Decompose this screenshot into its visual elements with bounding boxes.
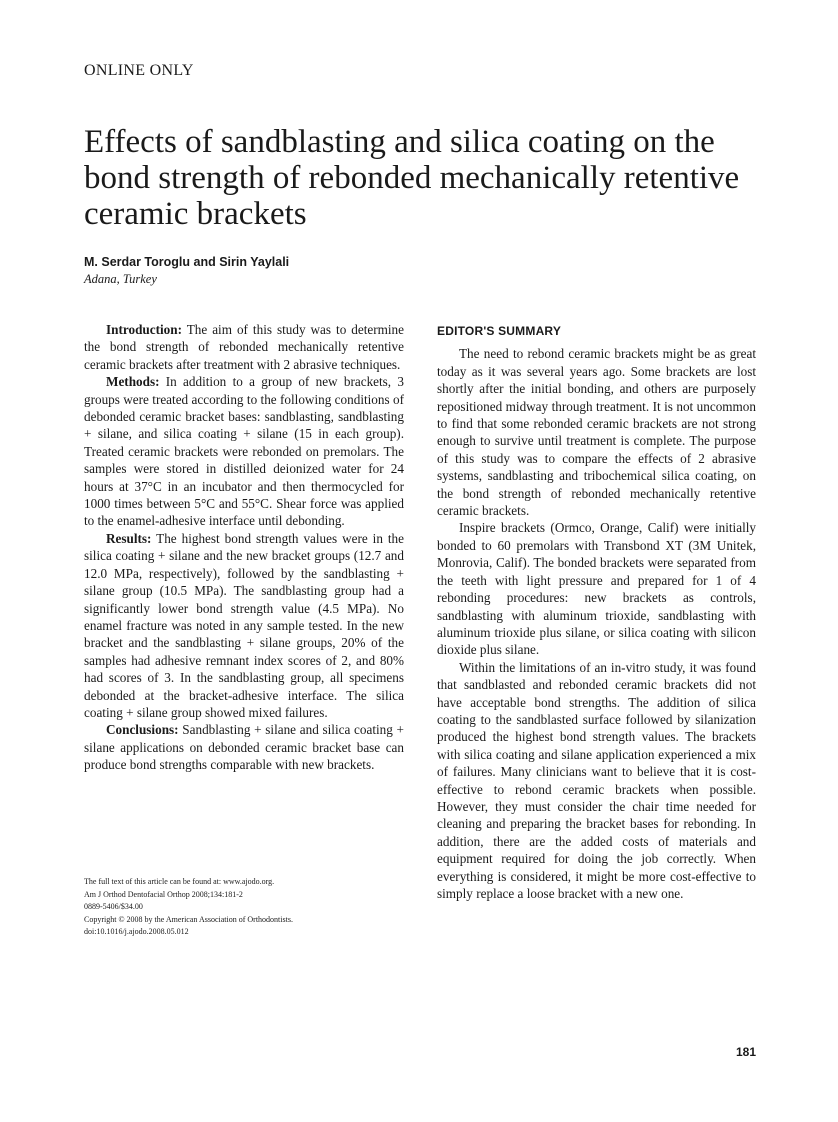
editors-summary-paragraph: The need to rebond ceramic brackets might be as great today as it was several years ago. Some brackets are lost shortly after the initial bonding, and others are purposely repositioned midway through treatment. It is not uncommon to find that some rebonded ceramic brackets are not strong enough to survive until treatment is complete. The purpose of this study was to compare the effects of 2 abrasive systems, sandblasting and tribochemical silica coating, on the bond strength of rebonded mechanically retentive ceramic brackets. xyxy=(437,346,756,519)
article-footnote xyxy=(84,876,414,939)
introduction-text: The aim of this study was to determine the bond strength of rebonded mechanically retentive ceramic brackets after treatment with 2 abrasive techniques. xyxy=(84,322,404,372)
conclusions-text: Sandblasting + silane and silica coating + silane applications on debonded ceramic bracket base can produce bond strengths comparable with new brackets. xyxy=(84,722,404,773)
abstract-results xyxy=(84,530,404,721)
article-title: Effects of sandblasting and silica coating on the bond strength of rebonded mechanically retentive ceramic brackets xyxy=(84,124,740,232)
results-text: The highest bond strength values were in the silica coating + silane and the new bracket groups (12.7 and 12.0 MPa, respectively), followed by the sandblasting + silane group (10.5 MPa). The sandblasting group had a significantly lower bond strength value (4.5 MPa). No enamel fracture was noted in any sample tested. In the new bracket and the sandblasting + silane groups, 20% of the samples had adhesive remnant index scores of 2, and 80% had scores of 3. In the sandblasting group, all specimens debonded at the bracket-adhesive interface. The silica coating + silane group showed mixed failures. xyxy=(84,530,404,720)
footnote-issn: 0889-5406/$34.00 xyxy=(84,902,143,912)
editors-summary-paragraph: Within the limitations of an in-vitro study, it was found that sandblasted and rebonded ceramic brackets did not have acceptable bond strengths. The addition of silica coating to the sandblasted surface followed by silanization produced the highest bond strength values. The brackets with silica coating and silane application experienced a mix of failures. Many clinicians want to believe that it is cost-effective to rebond ceramic brackets when possible. However, they must consider the chair time needed for cleaning and preparing the bracket bases for rebonding. In addition, there are the added costs of materials and equipment required for doing the job correctly. When everything is considered, it might be more cost-effective to simply replace a loose bracket with a new one. xyxy=(437,659,756,901)
results-label: Results: xyxy=(106,530,152,546)
methods-label: Methods: xyxy=(106,374,160,390)
conclusions-label: Conclusions: xyxy=(106,722,179,738)
editors-summary xyxy=(437,323,756,902)
abstract-introduction xyxy=(84,321,404,373)
introduction-label: Introduction: xyxy=(106,322,182,337)
editors-summary-paragraph: Inspire brackets (Ormco, Orange, Calif) were initially bonded to 60 premolars with Transbond XT (3M Unitek, Monrovia, Calif). The bonded brackets were separated from the teeth with light pressure and prepared for 1 of 4 rebonding procedures: new brackets as controls, sandblasting with aluminum trioxide, sandblasting with aluminum trioxide plus silane, or silica coating with silicon dioxide plus silane. xyxy=(437,520,756,658)
abstract-methods xyxy=(84,373,404,530)
footnote-fulltext-link[interactable]: The full text of this article can be found at: www.ajodo.org. xyxy=(84,877,275,886)
abstract xyxy=(84,321,404,774)
page-number: 181 xyxy=(735,1045,756,1059)
author-affiliation: Adana, Turkey xyxy=(84,272,157,286)
footnote-doi: doi:10.1016/j.ajodo.2008.05.012 xyxy=(84,927,189,937)
footnote-copyright: Copyright © 2008 by the American Association of Orthodontists. xyxy=(84,914,293,924)
methods-text: In addition to a group of new brackets, 3 groups were treated according to the following conditions of debonded ceramic bracket bases: sandblasting, sandblasting + silane, and silica coating + silane (15 in each group). Treated ceramic brackets were rebonded on premolars. The samples were stored in distilled deionized water for 24 hours at 37°C in an incubator and then thermocycled for 1000 times between 5°C and 55°C. Shear force was applied to the enamel-adhesive interface until debonding. xyxy=(84,374,404,529)
article-authors: M. Serdar Toroglu and Sirin Yaylali xyxy=(84,255,290,269)
editors-summary-heading: EDITOR'S SUMMARY xyxy=(437,324,562,338)
section-tag: ONLINE ONLY xyxy=(84,62,194,79)
abstract-conclusions xyxy=(84,721,404,773)
footnote-citation: Am J Orthod Dentofacial Orthop 2008;134:181-2 xyxy=(84,889,243,899)
